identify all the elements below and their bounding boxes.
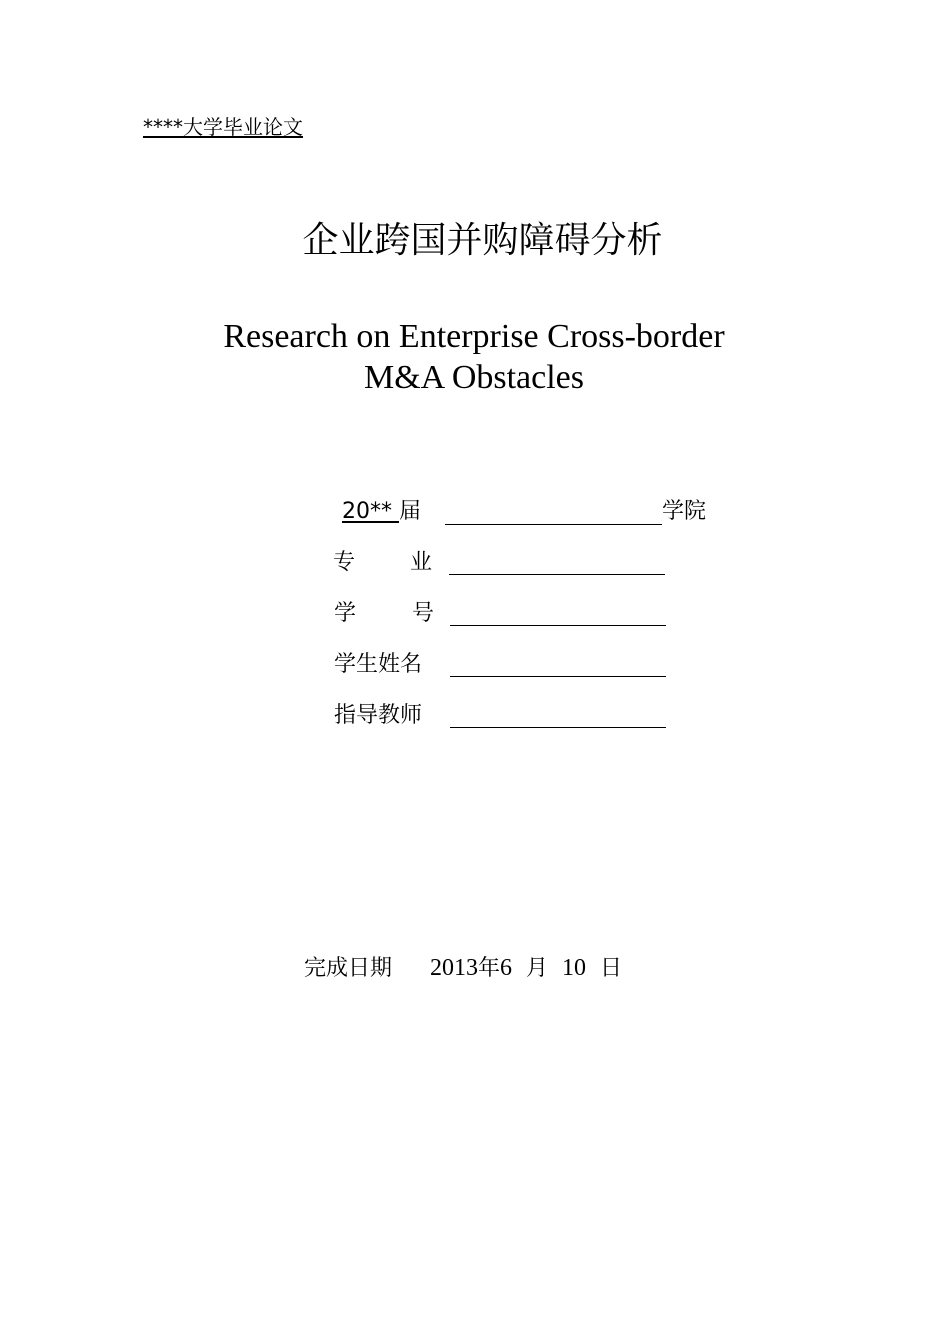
english-title: [0, 316, 948, 398]
class-year-row: [342, 497, 421, 527]
completion-month: 6: [500, 955, 513, 981]
class-year-suffix: 届: [399, 499, 422, 524]
class-year-gap: [392, 499, 399, 524]
major-label-char-2: 业: [410, 550, 433, 575]
student-name-blank[interactable]: [450, 676, 666, 677]
college-blank[interactable]: [445, 524, 662, 525]
completion-date-label: 完成日期: [304, 956, 393, 981]
completion-month-unit: 月: [526, 956, 549, 981]
chinese-title: 企业跨国并购障碍分析: [302, 220, 663, 261]
completion-year-unit: 年: [478, 956, 501, 981]
advisor-blank[interactable]: [450, 727, 666, 728]
student-id-blank[interactable]: [450, 625, 666, 626]
student-id-label-char-1: 学: [334, 601, 357, 626]
completion-year: 2013: [430, 955, 479, 981]
class-year-value: 20**: [342, 499, 392, 524]
completion-day: 10: [562, 955, 587, 981]
student-name-label: 学生姓名: [334, 652, 423, 677]
major-label-char-1: 专: [333, 550, 356, 575]
student-id-label-char-2: 号: [412, 601, 435, 626]
college-suffix: 学院: [662, 499, 707, 524]
college-suffix-row: [662, 497, 706, 527]
completion-date-row: [304, 952, 622, 985]
english-title-line-2: M&A Obstacles: [363, 359, 585, 396]
english-title-line-1: Research on Enterprise Cross-border: [223, 318, 725, 355]
completion-day-unit: 日: [600, 956, 623, 981]
advisor-label: 指导教师: [334, 703, 423, 728]
major-blank[interactable]: [449, 574, 665, 575]
university-thesis-note: ****大学毕业论文: [143, 115, 303, 139]
